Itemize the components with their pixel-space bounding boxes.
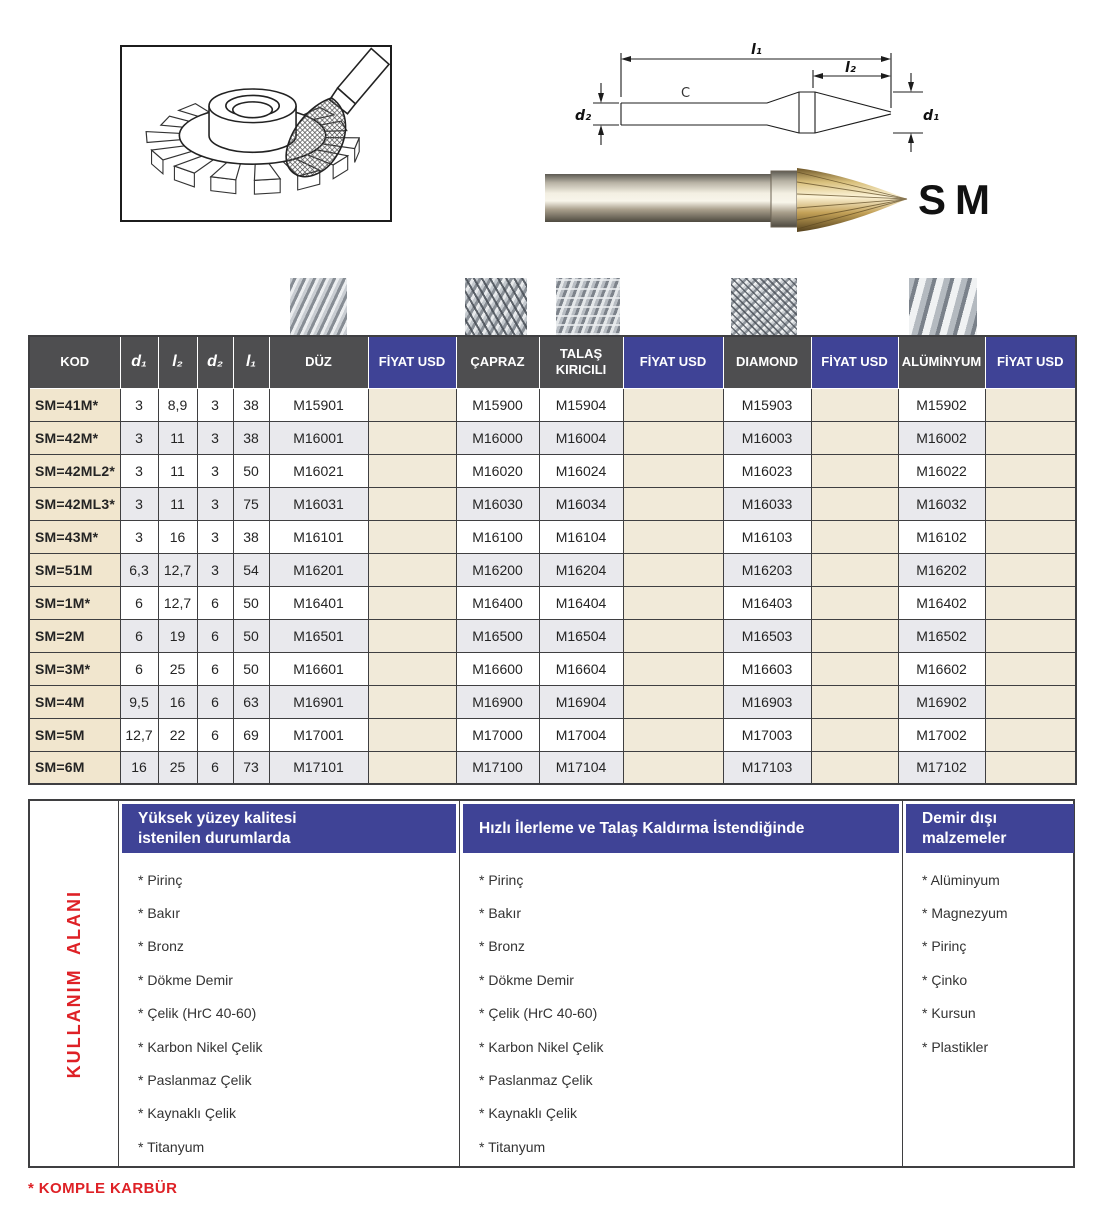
cell-aluminyum: M17002 [898,718,985,751]
cell-fiyat1 [368,652,456,685]
cell-aluminyum: M16502 [898,619,985,652]
cell-d2: 6 [197,652,233,685]
cell-l1: 69 [233,718,269,751]
cell-diamond: M17003 [723,718,811,751]
cell-d2: 6 [197,751,233,784]
column-header-kod: KOD [29,336,120,388]
cell-l1: 54 [233,553,269,586]
usage-item: * Titanyum [138,1138,205,1155]
usage-item: * Pirinç [479,871,524,888]
dim-label-d1: d₁ [923,108,940,124]
column-header-talas: TALAŞ KIRICILI [539,336,623,388]
cell-d1: 3 [120,454,158,487]
column-header-fiyat4: FİYAT USD [985,336,1076,388]
cell-fiyat3 [811,685,898,718]
cell-l2: 8,9 [158,388,197,421]
cell-d1: 3 [120,421,158,454]
usage-list-2 [463,853,899,1164]
cell-duz: M16001 [269,421,368,454]
cell-fiyat3 [811,487,898,520]
usage-item: * Paslanmaz Çelik [138,1072,252,1089]
cell-kod: SM=2M [29,619,120,652]
cell-fiyat1 [368,454,456,487]
cell-diamond: M16023 [723,454,811,487]
cell-d1: 6 [120,619,158,652]
cell-talas: M16904 [539,685,623,718]
cell-fiyat3 [811,421,898,454]
usage-list-1 [122,853,456,1164]
dim-label-d2: d₂ [575,108,592,124]
diamond-flute-pattern-icon [731,278,797,335]
cell-d2: 3 [197,553,233,586]
usage-header-1 [122,804,456,853]
usage-item: * Pirinç [138,871,183,888]
cell-d1: 3 [120,388,158,421]
cell-capraz: M16000 [456,421,539,454]
cell-duz: M16101 [269,520,368,553]
cell-diamond: M16603 [723,652,811,685]
cell-l2: 11 [158,454,197,487]
usage-side-cell [30,801,118,1167]
cell-capraz: M17100 [456,751,539,784]
cell-l1: 38 [233,520,269,553]
table-row [29,619,1076,652]
cell-capraz: M16020 [456,454,539,487]
usage-header-3 [906,804,1074,853]
cell-fiyat4 [985,454,1076,487]
cell-fiyat1 [368,520,456,553]
burr-outline-top [621,92,891,112]
cell-aluminyum: M16602 [898,652,985,685]
cell-d2: 6 [197,586,233,619]
usage-list-3 [906,853,1074,1063]
cell-diamond: M16003 [723,421,811,454]
cell-duz: M16901 [269,685,368,718]
table-row [29,553,1076,586]
burr-shank [545,174,777,222]
cell-diamond: M17103 [723,751,811,784]
usage-item: * Bakır [138,905,181,922]
cell-fiyat1 [368,751,456,784]
cell-l2: 11 [158,421,197,454]
cell-l1: 50 [233,619,269,652]
usage-item: * Bronz [138,938,184,955]
cell-fiyat3 [811,520,898,553]
column-header-d1: d₁ [120,336,158,388]
cell-aluminyum: M16102 [898,520,985,553]
cell-fiyat1 [368,553,456,586]
usage-item: * Karbon Nikel Çelik [479,1038,604,1055]
cell-d1: 12,7 [120,718,158,751]
cell-talas: M16204 [539,553,623,586]
cell-fiyat1 [368,487,456,520]
cell-fiyat2 [623,388,723,421]
cell-l2: 11 [158,487,197,520]
deburring-illustration [120,45,392,222]
cell-d2: 3 [197,454,233,487]
cell-fiyat3 [811,553,898,586]
cell-fiyat2 [623,718,723,751]
cell-l1: 50 [233,454,269,487]
cell-capraz: M15900 [456,388,539,421]
cell-fiyat2 [623,751,723,784]
cell-capraz: M16900 [456,685,539,718]
cell-fiyat4 [985,553,1076,586]
cell-duz: M17001 [269,718,368,751]
cell-talas: M16004 [539,421,623,454]
cell-fiyat3 [811,586,898,619]
cell-capraz: M16600 [456,652,539,685]
cell-l2: 12,7 [158,586,197,619]
cell-d2: 6 [197,619,233,652]
cell-l2: 16 [158,520,197,553]
cell-d2: 3 [197,520,233,553]
cell-l1: 63 [233,685,269,718]
cell-duz: M16021 [269,454,368,487]
cell-capraz: M16030 [456,487,539,520]
column-header-d2: d₂ [197,336,233,388]
cell-l1: 50 [233,652,269,685]
cell-fiyat4 [985,421,1076,454]
burr-photo [545,166,917,238]
cell-d2: 6 [197,718,233,751]
cell-diamond: M16903 [723,685,811,718]
cell-l2: 25 [158,751,197,784]
cell-fiyat2 [623,619,723,652]
column-header-fiyat3: FİYAT USD [811,336,898,388]
cell-l1: 73 [233,751,269,784]
cell-fiyat4 [985,388,1076,421]
cell-capraz: M17000 [456,718,539,751]
table-row [29,421,1076,454]
cell-fiyat3 [811,751,898,784]
cell-aluminyum: M16022 [898,454,985,487]
cell-fiyat4 [985,487,1076,520]
cell-fiyat1 [368,388,456,421]
usage-item: * Paslanmaz Çelik [479,1072,593,1089]
cell-diamond: M16503 [723,619,811,652]
cell-fiyat2 [623,652,723,685]
column-header-duz: DÜZ [269,336,368,388]
cell-duz: M16601 [269,652,368,685]
cell-kod: SM=1M* [29,586,120,619]
cell-d1: 6 [120,652,158,685]
dimension-diagram [555,35,1103,175]
cell-d1: 16 [120,751,158,784]
usage-item: * Plastikler [922,1038,989,1055]
usage-item: * Kursun [922,1005,976,1022]
cell-fiyat2 [623,553,723,586]
cell-l2: 22 [158,718,197,751]
cell-fiyat2 [623,586,723,619]
usage-item: * Dökme Demir [479,971,574,988]
usage-area-title: KULLANIM ALANI [63,889,84,1078]
cell-l1: 38 [233,388,269,421]
dim-label-l2: l₂ [845,60,856,76]
usage-header-2-text: Hızlı İlerleme ve Talaş Kaldırma İstendiğinde [479,819,805,837]
cell-fiyat4 [985,685,1076,718]
cell-fiyat4 [985,619,1076,652]
cell-duz: M16031 [269,487,368,520]
usage-item: * Çelik (HrC 40-60) [479,1005,598,1022]
cell-kod: SM=42ML2* [29,454,120,487]
cell-l2: 25 [158,652,197,685]
cell-d2: 3 [197,487,233,520]
table-row [29,586,1076,619]
aluminyum-flute-pattern-icon [909,278,977,335]
cell-diamond: M15903 [723,388,811,421]
talas-kiricili-flute-pattern-icon [556,278,620,335]
column-header-l1: l₁ [233,336,269,388]
cell-d1: 6 [120,586,158,619]
burr-outline-bottom [621,114,891,133]
table-row [29,520,1076,553]
cell-l2: 19 [158,619,197,652]
cell-aluminyum: M16002 [898,421,985,454]
table-header-row [29,336,1076,388]
cell-capraz: M16200 [456,553,539,586]
usage-column-fast-removal [459,801,902,1167]
cell-kod: SM=6M [29,751,120,784]
burr-photo-svg [545,166,917,238]
cell-d1: 6,3 [120,553,158,586]
cell-l1: 38 [233,421,269,454]
cell-kod: SM=41M* [29,388,120,421]
dimension-diagram-svg [555,35,1103,175]
footnote: * KOMPLE KARBÜR [28,1180,178,1197]
cell-aluminyum: M15902 [898,388,985,421]
cell-diamond: M16203 [723,553,811,586]
cell-duz: M15901 [269,388,368,421]
table-row [29,718,1076,751]
usage-section [28,799,1075,1168]
product-table [28,335,1077,785]
cell-kod: SM=3M* [29,652,120,685]
cell-fiyat4 [985,586,1076,619]
dim-label-l1: l₁ [751,42,762,58]
duz-flute-pattern-icon [290,278,347,335]
cell-duz: M17101 [269,751,368,784]
usage-column-surface-quality [118,801,459,1167]
cell-fiyat3 [811,718,898,751]
cell-talas: M16604 [539,652,623,685]
table-row [29,685,1076,718]
usage-item: * Kaynaklı Çelik [479,1105,578,1122]
column-header-fiyat1: FİYAT USD [368,336,456,388]
cell-talas: M16034 [539,487,623,520]
cell-kod: SM=42M* [29,421,120,454]
cell-fiyat2 [623,454,723,487]
cell-talas: M16504 [539,619,623,652]
usage-header-2 [463,804,899,853]
cell-fiyat4 [985,520,1076,553]
cell-talas: M17004 [539,718,623,751]
cell-fiyat2 [623,421,723,454]
column-header-aluminyum: ALÜMİNYUM [898,336,985,388]
cell-d1: 3 [120,520,158,553]
capraz-flute-pattern-icon [465,278,527,335]
cell-talas: M16024 [539,454,623,487]
cell-aluminyum: M16202 [898,553,985,586]
cell-fiyat2 [623,685,723,718]
cell-fiyat1 [368,586,456,619]
product-code-label: SM [918,176,999,223]
cell-diamond: M16403 [723,586,811,619]
cell-kod: SM=5M [29,718,120,751]
cell-fiyat1 [368,421,456,454]
usage-item: * Bakır [479,905,522,922]
column-header-capraz: ÇAPRAZ [456,336,539,388]
cell-d2: 3 [197,388,233,421]
cell-fiyat3 [811,454,898,487]
usage-item: * Titanyum [479,1138,546,1155]
table-row [29,454,1076,487]
cell-duz: M16201 [269,553,368,586]
cell-talas: M15904 [539,388,623,421]
column-header-l2: l₂ [158,336,197,388]
table-row [29,487,1076,520]
usage-header-1-text: Yüksek yüzey kalitesi istenilen durumlarda [138,810,297,847]
usage-item: * Kaynaklı Çelik [138,1105,237,1122]
cell-kod: SM=51M [29,553,120,586]
cell-duz: M16401 [269,586,368,619]
column-header-fiyat2: FİYAT USD [623,336,723,388]
cell-capraz: M16500 [456,619,539,652]
cell-diamond: M16033 [723,487,811,520]
cell-talas: M16404 [539,586,623,619]
deburring-illustration-svg [122,47,390,220]
usage-item: * Çinko [922,971,968,988]
cell-aluminyum: M16402 [898,586,985,619]
cell-fiyat1 [368,619,456,652]
cell-kod: SM=4M [29,685,120,718]
usage-header-3-text: Demir dışı malzemeler [922,810,1007,847]
usage-item: * Alüminyum [922,871,1000,888]
cell-fiyat3 [811,652,898,685]
cell-capraz: M16400 [456,586,539,619]
cell-talas: M16104 [539,520,623,553]
column-header-diamond: DIAMOND [723,336,811,388]
cell-d2: 3 [197,421,233,454]
cell-fiyat3 [811,388,898,421]
cell-fiyat4 [985,652,1076,685]
usage-item: * Dökme Demir [138,971,233,988]
cell-aluminyum: M16032 [898,487,985,520]
burr-collar [771,171,797,227]
cell-fiyat1 [368,685,456,718]
usage-item: * Pirinç [922,938,967,955]
usage-item: * Çelik (HrC 40-60) [138,1005,257,1022]
cell-fiyat4 [985,751,1076,784]
table-row [29,652,1076,685]
cell-l2: 12,7 [158,553,197,586]
cell-fiyat2 [623,487,723,520]
cell-fiyat3 [811,619,898,652]
cell-duz: M16501 [269,619,368,652]
usage-column-non-ferrous [902,801,1077,1167]
cell-kod: SM=42ML3* [29,487,120,520]
cell-d1: 3 [120,487,158,520]
cell-l2: 16 [158,685,197,718]
cell-fiyat2 [623,520,723,553]
cell-fiyat4 [985,718,1076,751]
cell-talas: M17104 [539,751,623,784]
cell-diamond: M16103 [723,520,811,553]
usage-item: * Bronz [479,938,525,955]
dim-label-c: C [681,86,691,101]
usage-item: * Magnezyum [922,905,1008,922]
cell-d1: 9,5 [120,685,158,718]
cell-d2: 6 [197,685,233,718]
table-row [29,751,1076,784]
cell-kod: SM=43M* [29,520,120,553]
cell-capraz: M16100 [456,520,539,553]
cell-aluminyum: M16902 [898,685,985,718]
cell-aluminyum: M17102 [898,751,985,784]
cell-fiyat1 [368,718,456,751]
cell-l1: 50 [233,586,269,619]
cell-l1: 75 [233,487,269,520]
table-body [29,388,1076,784]
usage-item: * Karbon Nikel Çelik [138,1038,263,1055]
table-row [29,388,1076,421]
